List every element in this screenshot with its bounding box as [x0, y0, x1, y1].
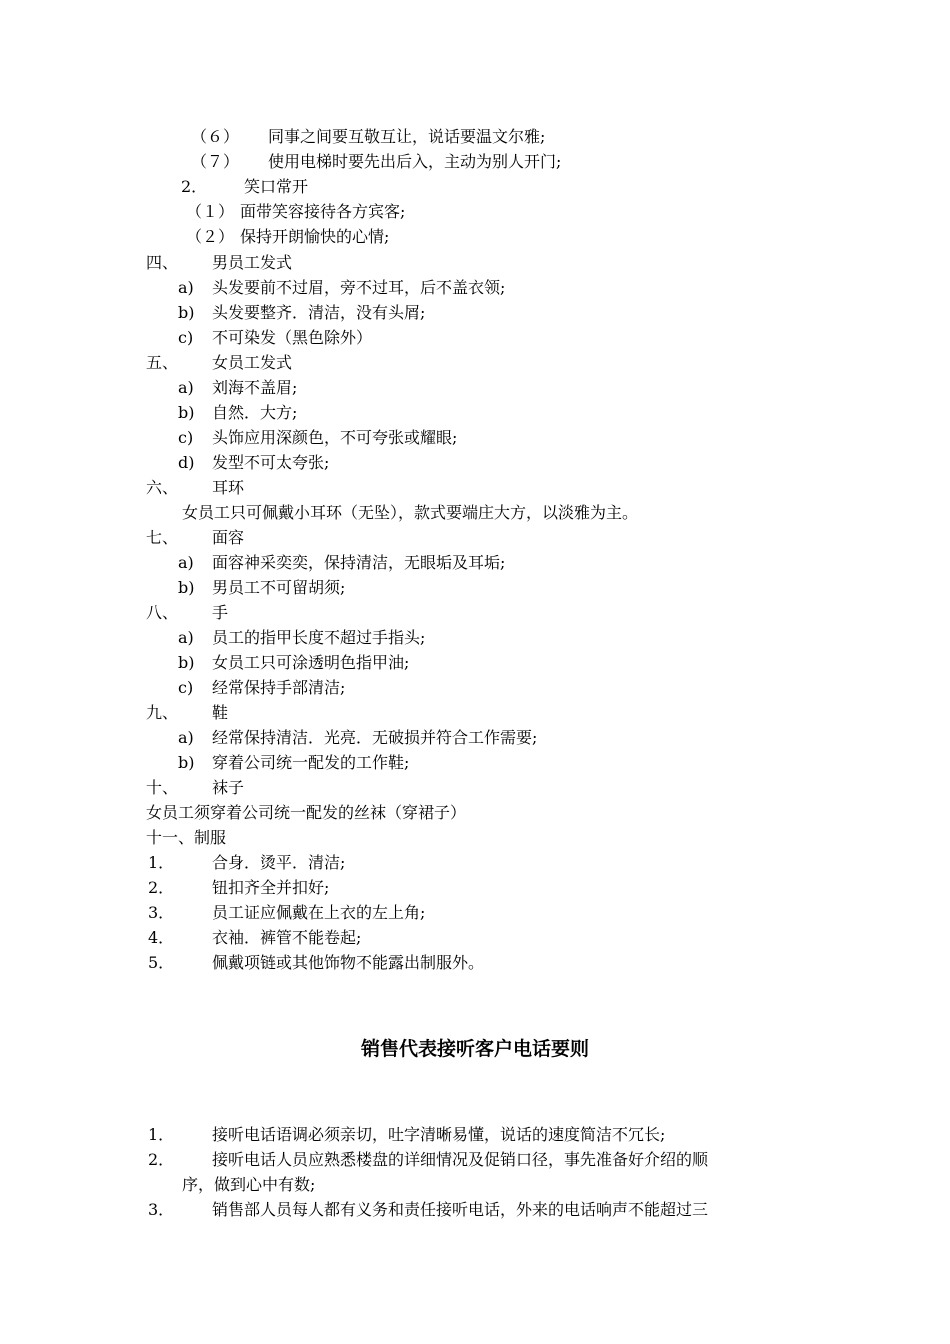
list-item-text: 销售部人员每人都有义务和责任接听电话，外来的电话响声不能超过三	[212, 1200, 709, 1219]
list-marker: 5．	[148, 953, 175, 972]
list-item-text: 笑口常开	[244, 177, 309, 196]
section-number: 五、	[146, 353, 179, 372]
list-item-text: 头发要整齐．清洁，没有头屑;	[212, 303, 426, 322]
section-title: 销售代表接听客户电话要则	[360, 1038, 589, 1060]
list-item-text: 发型不可太夸张;	[212, 453, 330, 472]
list-marker: （２）	[186, 227, 235, 246]
list-item-text: 佩戴项链或其他饰物不能露出制服外。	[212, 953, 485, 972]
section-number: 六、	[146, 478, 179, 497]
list-marker: 2．	[148, 878, 175, 897]
list-item-text: 头发要前不过眉，旁不过耳，后不盖衣领;	[212, 278, 506, 297]
list-marker: a)	[178, 728, 194, 747]
list-marker: a)	[178, 553, 194, 572]
list-item-text: 使用电梯时要先出后入，主动为别人开门;	[268, 152, 562, 171]
section-number: 十、	[146, 778, 179, 797]
list-marker: （１）	[186, 202, 235, 221]
list-marker: b)	[178, 303, 195, 322]
section-heading: 手	[212, 603, 229, 622]
list-marker: 3．	[148, 1200, 175, 1219]
section-number: 四、	[146, 253, 179, 272]
list-item-text: 经常保持清洁．光亮．无破损并符合工作需要;	[212, 728, 538, 747]
list-marker: b)	[178, 753, 195, 772]
list-item-text: 合身．烫平．清洁;	[212, 853, 346, 872]
list-item-text: 不可染发（黑色除外）	[212, 328, 373, 347]
section-number: 七、	[146, 528, 179, 547]
list-marker: c)	[178, 428, 194, 447]
section-number: 八、	[146, 603, 179, 622]
list-marker: c)	[178, 678, 194, 697]
list-item-text: 衣袖．裤管不能卷起;	[212, 928, 362, 947]
list-item-text: 同事之间要互敬互让，说话要温文尔雅;	[268, 127, 546, 146]
list-marker: b)	[178, 653, 195, 672]
list-marker: a)	[178, 278, 194, 297]
list-marker: 3．	[148, 903, 175, 922]
list-marker: 2．	[181, 177, 208, 196]
list-item-text: 女员工只可涂透明色指甲油;	[212, 653, 410, 672]
list-item-text: 面带笑容接待各方宾客;	[240, 202, 406, 221]
section-heading: 耳环	[212, 478, 245, 497]
section-number: 九、	[146, 703, 179, 722]
paragraph-text: 女员工须穿着公司统一配发的丝袜（穿裙子）	[146, 803, 467, 822]
list-item-text: 穿着公司统一配发的工作鞋;	[212, 753, 410, 772]
list-marker: （６）	[191, 127, 240, 146]
list-item-text: 经常保持手部清洁;	[212, 678, 346, 697]
section-heading: 女员工发式	[212, 353, 293, 372]
list-marker: a)	[178, 378, 194, 397]
list-marker: 1．	[148, 1125, 175, 1144]
list-marker: c)	[178, 328, 194, 347]
paragraph-text: 女员工只可佩戴小耳环（无坠），款式要端庄大方，以淡雅为主。	[182, 503, 639, 522]
list-item-text: 男员工不可留胡须;	[212, 578, 346, 597]
list-item-text: 面容神采奕奕，保持清洁，无眼垢及耳垢;	[212, 553, 506, 572]
section-heading: 鞋	[212, 703, 229, 722]
list-item-text: 接听电话人员应熟悉楼盘的详细情况及促销口径，事先准备好介绍的顺	[212, 1150, 709, 1169]
section-heading: 男员工发式	[212, 253, 293, 272]
list-marker: 4．	[148, 928, 175, 947]
list-item-text: 员工证应佩戴在上衣的左上角;	[212, 903, 426, 922]
list-item-text: 钮扣齐全并扣好;	[212, 878, 330, 897]
list-marker: （７）	[191, 152, 240, 171]
list-item-text: 接听电话语调必须亲切，吐字清晰易懂，说话的速度简洁不冗长;	[212, 1125, 666, 1144]
list-item-text: 自然．大方;	[212, 403, 298, 422]
list-item-text: 头饰应用深颜色，不可夸张或耀眼;	[212, 428, 458, 447]
list-item-continuation: 序，做到心中有数;	[182, 1175, 316, 1194]
section-heading: 袜子	[212, 778, 245, 797]
section-heading: 面容	[212, 528, 245, 547]
list-item-text: 保持开朗愉快的心情;	[240, 227, 390, 246]
list-item-text: 刘海不盖眉;	[212, 378, 298, 397]
list-marker: d)	[178, 453, 195, 472]
section-heading: 十一、制服	[146, 828, 227, 847]
list-item-text: 员工的指甲长度不超过手指头;	[212, 628, 426, 647]
list-marker: b)	[178, 578, 195, 597]
list-marker: b)	[178, 403, 195, 422]
list-marker: a)	[178, 628, 194, 647]
list-marker: 2．	[148, 1150, 175, 1169]
list-marker: 1．	[148, 853, 175, 872]
